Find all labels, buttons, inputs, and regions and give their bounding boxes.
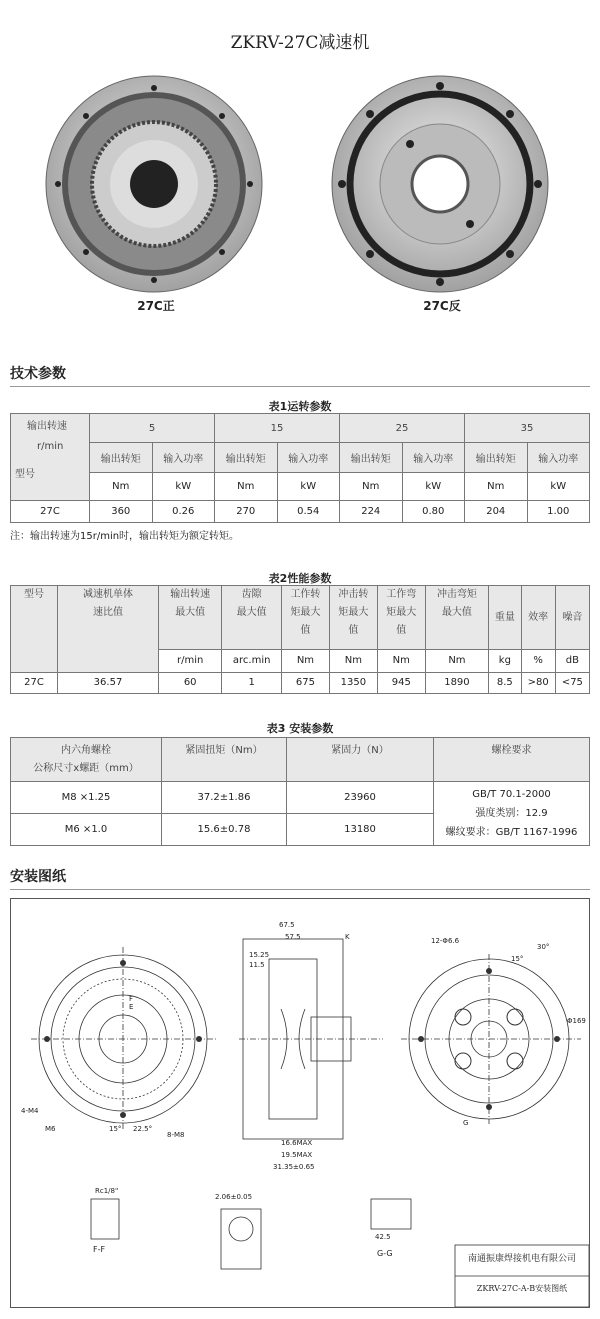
dim-label: K <box>345 933 350 941</box>
table1-caption: 表1运转参数 <box>268 400 332 413</box>
dim-label: 15.25 <box>249 951 270 959</box>
dim-label: 4-M4 <box>21 1107 39 1115</box>
reducer-front-photo <box>44 74 264 294</box>
dim-label: Rc1/8" <box>95 1187 119 1195</box>
dim-label: 15° <box>109 1125 122 1133</box>
reducer-back-photo <box>330 74 550 294</box>
page-title: ZKRV-27C减速机 <box>230 33 370 53</box>
table1: 输出转速 r/min 型号 5 15 25 35 输出转矩 输入功率 输出转矩 输入功率 输出转矩 输入功率 输出转矩 输入功率 Nm kW Nm kW Nm kW Nm kW 27C 360 0.26 270 0.54 224 0.80 204 1.00 <box>10 413 590 523</box>
dim-label: 2.06±0.05 <box>215 1193 253 1201</box>
photo-caption-back: 27C反 <box>423 299 461 313</box>
dim-label: G <box>463 1119 469 1127</box>
dim-label: E <box>129 1003 134 1011</box>
section-label-ff: F-F <box>93 1245 106 1254</box>
dim-label: Φ169 <box>567 1017 586 1025</box>
section-label-gg: G-G <box>377 1249 393 1258</box>
title-block-company: 南通振康焊接机电有限公司 <box>467 1254 576 1264</box>
table3: 内六角螺栓 公称尺寸x螺距（mm） 紧固扭矩（Nm） 紧固力（N） 螺栓要求 M8 ×1.25 37.2±1.86 23960 GB/T 70.1-2000 强度类别：12.9 螺纹要求：GB/T 1167-1996 M6 ×1.0 15.6±0.78 13180 <box>10 737 590 846</box>
dim-label: 19.5MAX <box>281 1151 313 1159</box>
dim-label: 42.5 <box>375 1233 391 1241</box>
table2-caption: 表2性能参数 <box>268 572 332 585</box>
dim-label: 30° <box>537 943 550 951</box>
section-heading-tech: 技术参数 <box>10 366 66 382</box>
table2: 型号 减速机单体 速比值 输出转速 最大值 齿隙 最大值 工作转 矩最大 值 冲击转 矩最大 值 工作弯 矩最大 值 冲击弯矩 最大值 重量 效率 噪音 r/min arc.min Nm Nm Nm Nm kg % dB 27C 36.57 60 1 675 1350 945 1890 8.5 >80 <75 <box>10 585 590 694</box>
table-row: M6 ×1.0 15.6±0.78 13180 <box>11 814 590 846</box>
dim-label: 57.5 <box>285 933 301 941</box>
table-row: M8 ×1.25 37.2±1.86 23960 GB/T 70.1-2000 强度类别：12.9 螺纹要求：GB/T 1167-1996 <box>11 782 590 814</box>
dim-label: M6 <box>45 1125 56 1133</box>
dim-label: 16.6MAX <box>281 1139 313 1147</box>
table-row: 27C 36.57 60 1 675 1350 945 1890 8.5 >80 <75 <box>11 673 590 694</box>
installation-drawing <box>10 898 590 1308</box>
dim-label: 8-M8 <box>167 1131 185 1139</box>
table3-caption: 表3 安装参数 <box>266 722 334 735</box>
dim-label: 15° <box>511 955 524 963</box>
dim-label: 11.5 <box>249 961 265 969</box>
table1-row-head: 输出转速 r/min 型号 <box>11 414 90 501</box>
dim-label: 12-Φ6.6 <box>431 937 460 945</box>
dim-label: 22.5° <box>133 1125 153 1133</box>
divider <box>10 889 590 890</box>
photo-caption-front: 27C正 <box>137 299 175 313</box>
table1-note: 注：输出转速为15r/min时，输出转矩为额定转矩。 <box>10 531 240 542</box>
dim-label: F <box>129 995 134 1003</box>
table-row: 27C 360 0.26 270 0.54 224 0.80 204 1.00 <box>11 501 590 523</box>
title-block-name: ZKRV-27C-A-B安装图纸 <box>476 1284 568 1293</box>
section-heading-drawing: 安装图纸 <box>10 869 66 885</box>
dim-label: 67.5 <box>279 921 295 929</box>
dim-label: 31.35±0.65 <box>273 1163 315 1171</box>
divider <box>10 386 590 387</box>
